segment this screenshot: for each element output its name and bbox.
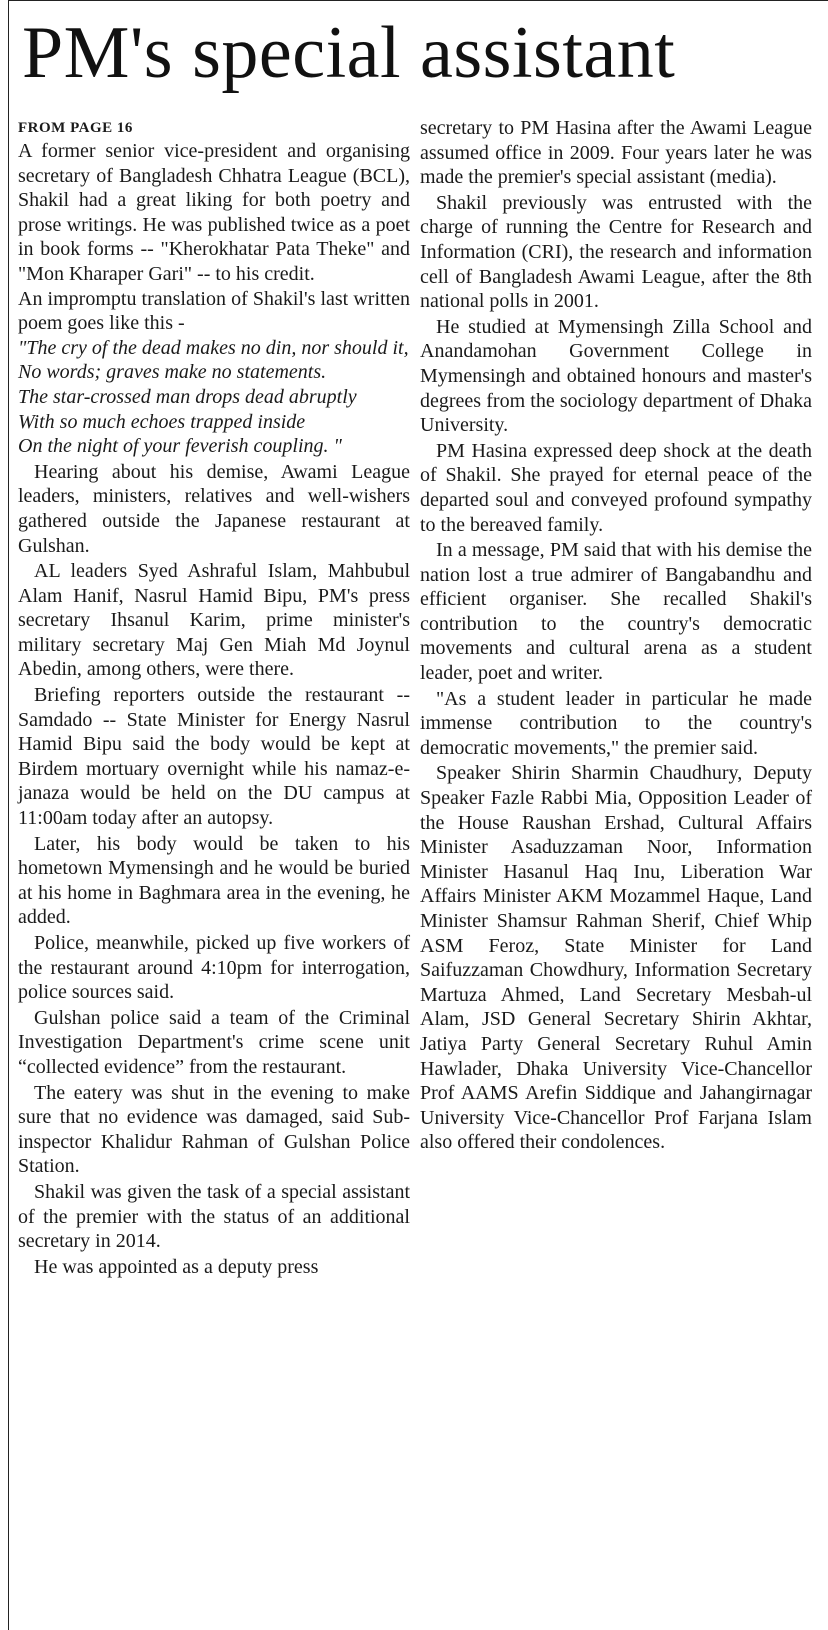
left-border [8,0,9,1630]
paragraph: He was appointed as a deputy press [34,1255,319,1278]
poem-line: The star-crossed man drops dead abruptly [18,385,357,408]
paragraph: An impromptu translation of Shakil's last written poem goes like this - [18,287,410,335]
paragraph: AL leaders Syed Ashraful Islam, Mahbubul Alam Hanif, Nasrul Hamid Bipu, PM's press secretary Ihsanul Karim, prime minister's military secretary Maj Gen Miah Md Joynul Abedin, among others, were there. [18,560,410,681]
headline: PM's special assistant [22,12,676,94]
top-border [8,0,828,1]
paragraph: "As a student leader in particular he made immense contribution to the country's democratic movements," the premier said. [420,687,812,759]
poem-line: On the night of your feverish coupling. " [18,435,342,458]
paragraph: Shakil previously was entrusted with the charge of running the Centre for Research and Information (CRI), the research and information cell of Bangladesh Awami League, after the 8th national polls in 2001. [420,191,812,313]
poem-line: "The cry of the dead makes no din, nor should it, [18,336,409,359]
paragraph: Speaker Shirin Sharmin Chaudhury, Deputy Speaker Fazle Rabbi Mia, Opposition Leader of the House Raushan Ershad, Cultural Affairs Minister Asaduzzaman Noor, Information Minister Hasanul Haq Inu, Liberation War Affairs Minister AKM Mozammel Haque, Land Minister Shamsur Rahman Sherif, Chief Whip ASM Feroz, State Minister for Land Saifuzzaman Chowdhury, Information Secretary Martuza Ahmed, Land Secretary Mesbah-ul Alam, JSD General Secretary Shirin Akhtar, Jatiya Party General Secretary Ruhul Amin Hawlader, Dhaka University Vice-Chancellor Prof AAMS Arefin Siddique and Jahangirnagar University Vice-Chancellor Prof Farjana Islam also offered their condolences. [420,762,812,1154]
paragraph: Later, his body would be taken to his hometown Mymensingh and he would be buried at his home in Baghmara area in the evening, he added. [18,832,410,929]
paragraph: A former senior vice-president and organising secretary of Bangladesh Chhatra League (BCL), Shakil had a great liking for both poetry and prose writings. He was published twice as a poet in book forms -- "Kherokhatar Pata Theke" and "Mon Kharaper Gari" -- to his credit. [18,140,410,285]
paragraph: secretary to PM Hasina after the Awami League assumed office in 2009. Four years later he was made the premier's special assistant (media). [420,117,812,189]
paragraph: Gulshan police said a team of the Criminal Investigation Department's crime scene unit “collected evidence” from the restaurant. [18,1006,410,1078]
paragraph: Briefing reporters outside the restaurant -- Samdado -- State Minister for Energy Nasrul Hamid Bipu said the body would be kept at Birdem mortuary overnight while his namaz-e-janaza would be held on the DU campus at 11:00am today after an autopsy. [18,684,410,830]
paragraph: The eatery was shut in the evening to make sure that no evidence was damaged, said Sub-inspector Khalidur Rahman of Gulshan Police Station. [18,1081,410,1178]
poem-block [18,336,410,459]
paragraph: In a message, PM said that with his demise the nation lost a true admirer of Bangabandhu and efficient organiser. She recalled Shakil's contribution to the country's democratic movements and cultural arena as a student leader, poet and writer. [420,539,812,685]
article-column-left [18,118,410,1279]
paragraph: He studied at Mymensingh Zilla School and Anandamohan Government College in Mymensingh and obtained honours and master's degrees from the sociology department of Dhaka University. [420,315,812,437]
paragraph: Hearing about his demise, Awami League leaders, ministers, relatives and well-wishers gathered outside the Japanese restaurant at Gulshan. [18,460,410,557]
article-column-right [420,116,812,1155]
paragraph: PM Hasina expressed deep shock at the death of Shakil. She prayed for eternal peace of the departed soul and conveyed profound sympathy to the bereaved family. [420,439,812,536]
poem-line: With so much echoes trapped inside [18,410,306,433]
poem-line: No words; graves make no statements. [18,361,327,384]
paragraph: Shakil was given the task of a special assistant of the premier with the status of an additional secretary in 2014. [18,1180,410,1253]
dateline: FROM PAGE 16 [18,120,133,136]
paragraph: Police, meanwhile, picked up five workers of the restaurant around 4:10pm for interrogation, police sources said. [18,932,410,1004]
